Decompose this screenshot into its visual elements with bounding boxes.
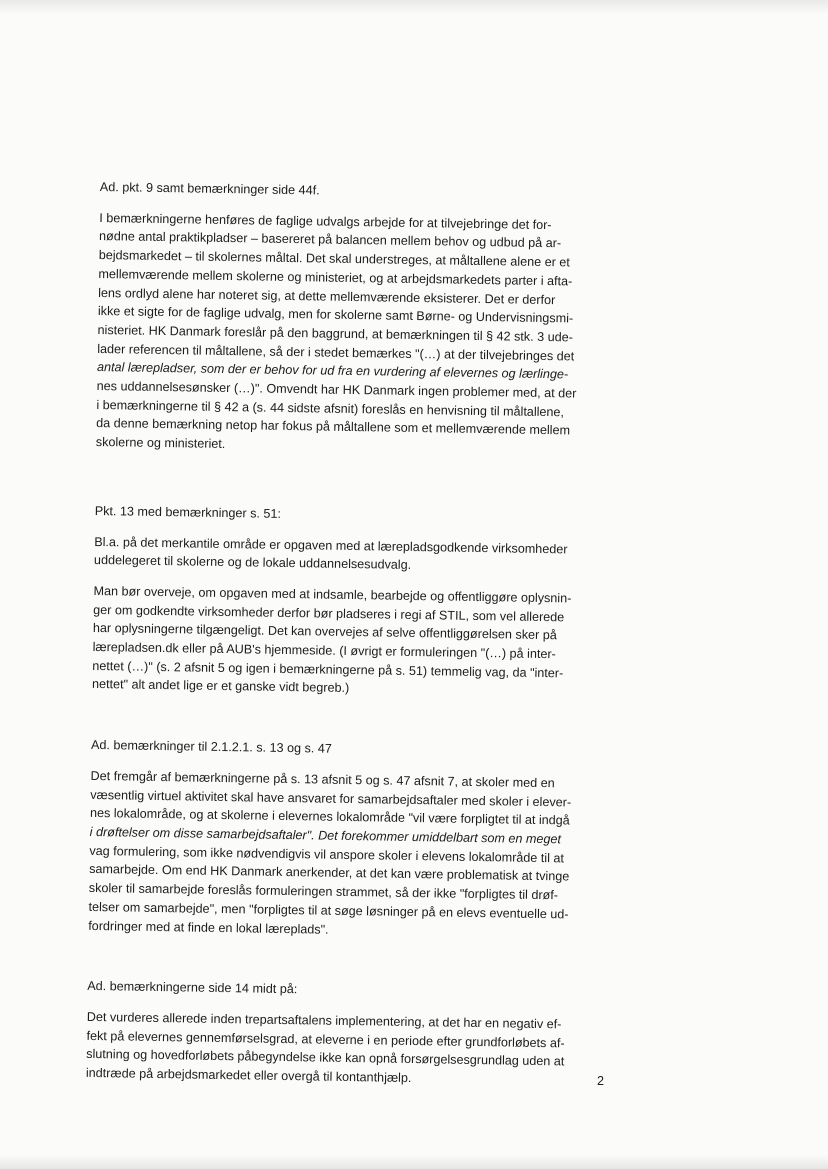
text-line: vag formulering, som ikke nødvendigvis vil anspore skoler i elevens lokalområde til at: [89, 843, 565, 866]
section-pkt-13: [92, 502, 615, 702]
text-line: i bemærkningerne til § 42 a (s. 44 sidste afsnit) foreslås en henvisning til måltallene,: [96, 397, 565, 420]
section-heading: Ad. bemærkningerne side 14 midt på:: [87, 979, 298, 997]
text-line: lærepladsen.dk eller på AUB's hjemmeside. (I øvrigt er formuleringen "(…) på inter-: [92, 640, 556, 662]
text-line: mellemværende mellem skolerne og ministeriet, og at arbejdsmarkedets parter i afta-: [98, 266, 573, 289]
text-line: da denne bemærkning netop har fokus på måltallene som et mellemværende mellem: [96, 416, 571, 438]
section-heading: Ad. bemærkninger til 2.1.2.1. s. 13 og s. 47: [90, 738, 332, 756]
text-line: Det fremgår af bemærkningerne på s. 13 afsnit 5 og s. 47 afsnit 7, at skoler med en: [90, 768, 555, 791]
section-side-14: [86, 977, 608, 1091]
text-line: ikke et sigte for de faglige udvalg, men for skolerne samt Børne- og Undervisningsmi-: [97, 304, 574, 326]
section-bemaerkninger-2-1-2-1: [88, 736, 611, 943]
text-line: telser om samarbejde", men "forpligtes til at søge løsninger på en elevs eventuelle ud-: [88, 899, 569, 922]
paragraph: [86, 1008, 607, 1091]
text-line: har oplysningerne tilgængeligt. Det kan overvejes af selve offentliggørelsen sker på: [92, 621, 557, 643]
text-line: skolerne og ministeriet.: [95, 435, 226, 452]
text-line: uddelegeret til skolerne og de lokale uddannelsesudvalg.: [93, 553, 412, 573]
text-line: fekt på elevernes gennemførselsgrad, at eleverne i en periode efter grundforløbets af-: [86, 1028, 565, 1051]
text-line: nisteriet. HK Danmark foreslår på den baggrund, at bemærkningen til § 42 stk. 3 ude-: [97, 322, 573, 345]
text-line: antal lærepladser, som der er behov for ud fra en vurdering af elevernes og lærlinge-: [96, 360, 569, 382]
paragraph: [94, 533, 615, 579]
text-line: nettet (…)" (s. 2 afsnit 5 og igen i bemærkningerne på s. 51) temmelig vag, da "inter-: [92, 658, 564, 681]
text-line: samarbejde. Om end HK Danmark anerkender, at det kan være problematisk at tvinge: [89, 862, 570, 884]
scan-edge-top: [0, 0, 828, 14]
text-line: bejdsmarkedet – til skolernes måltal. Det skal understreges, at måltallene alene er et: [98, 248, 570, 270]
text-line: nes uddannelsesønsker (…)". Omvendt har HK Danmark ingen problemer med, at der: [96, 379, 577, 401]
text-line: væsentlig virtuel aktivitet skal have ansvaret for samarbejdsaftaler med skoler i elever-: [90, 787, 572, 810]
text-line: Man bør overveje, om opgaven med at indsamle, bearbejde og offentliggøre oplysnin-: [93, 583, 572, 606]
text-line: slutning og hovedforløbets påbegyndelse ikke kan opnå forsørgelsesgrundlag uden at: [86, 1047, 565, 1069]
section-heading: Pkt. 13 med bemærkninger s. 51:: [94, 503, 282, 521]
text-line: ger om godkendte virksomheder derfor bør pladseres i regi af STIL, som vel allerede: [93, 602, 565, 625]
text-line: skoler til samarbejde foreslås formuleringen strammet, så der ikke "forpligtes til drøf-: [88, 881, 559, 903]
text-line: indtræde på arbejdsmarkedet eller overgå til kontanthjælp.: [85, 1065, 412, 1086]
page-number: 2: [597, 1074, 605, 1088]
paragraph: [88, 767, 611, 943]
text-line: i drøftelser om disse samarbejdsaftaler". Det forekommer umiddelbart som en meget: [89, 824, 562, 847]
text-line: Bl.a. på det merkantile område er opgaven med at lærepladsgodkende virksomheder: [94, 534, 568, 556]
text-line: I bemærkningerne henføres de faglige udvalgs arbejde for at tilvejebringe det for-: [99, 210, 552, 232]
scan-edge-bottom: [0, 1155, 828, 1169]
text-line: fordringer med at finde en lokal læreplads".: [88, 918, 329, 937]
section-pkt-9: [96, 178, 620, 460]
document-body: [86, 178, 620, 1103]
text-line: nettet" alt andet lige er et ganske vidt begreb.): [91, 677, 350, 696]
text-line: nødne antal praktikpladser – basereret på balancen mellem behov og udbud på ar-: [98, 229, 562, 251]
text-line: lader referencen til måltallene, så der i stedet bemærkes "(…) at der tilvejebringes det: [97, 341, 575, 364]
paragraph: [96, 209, 620, 460]
text-line: nes lokalområde, og at skolerne i elevernes lokalområde "vil være forpligtet til at indgå: [89, 806, 570, 828]
text-line: lens ordlyd alene har noteret sig, at dette mellemværende eksisterer. Det er derfor: [98, 285, 556, 307]
paragraph: [92, 582, 614, 702]
text-line: Det vurderes allerede inden trepartsaftalens implementering, at det har en negativ ef-: [86, 1009, 562, 1032]
section-heading: Ad. pkt. 9 samt bemærkninger side 44f.: [99, 179, 320, 198]
